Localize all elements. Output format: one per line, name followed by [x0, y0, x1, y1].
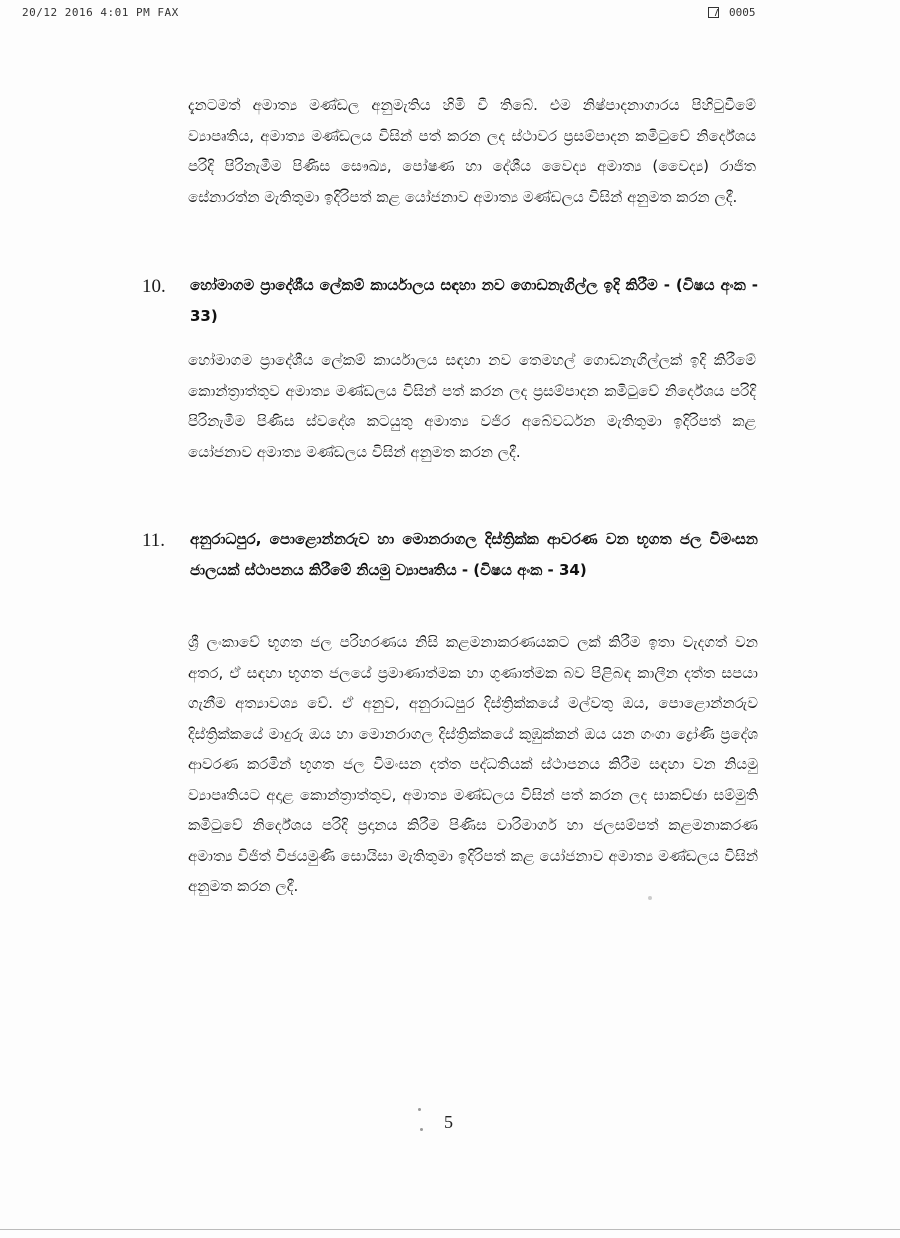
item-body: හෝමාගම ප්‍රාදේශීය ලේකම් කාර්යාලය සඳහා නව තෙමහල් ගොඩනැගිල්ලක් ඉදි කිරීමේ කොන්ත්‍රාත්තුව අමාත්‍ය මණ්ඩලය විසින් පත් කරන ලද ප්‍රසම්පාදන කමිටුවේ නිර්දේශය පරිදි පිරිනැමීම පිණිස ස්වදේශ කටයුතු අමාත්‍ය වජිර අබේවර්ධන මැතිතුමා ඉදිරිපත් කළ යෝජනාව අමාත්‍ය මණ්ඩලය විසින් අනුමත කරන ලදී. — [188, 351, 756, 461]
scan-speck — [648, 896, 652, 900]
item-heading: අනුරාධපුර, පොළොන්නරුව හා මොනරාගල දිස්ත්‍රික්ක ආවරණ වන භූගත ජල විමංසන ජාලයක් ස්ථාපනය කිරීමේ නියමු ව්‍යාපෘතිය - (විෂය අංක - 34) — [190, 530, 758, 579]
item-heading: හෝමාගම ප්‍රාදේශීය ලේකම් කාර්යාලය සඳහා නව ගොඩනැගිල්ල ඉදි කිරීම - (විෂය අංක - 33) — [190, 276, 758, 325]
item-body: ශ්‍රී ලංකාවේ භූගත ජල පරිහරණය නිසි කළමනාකරණයකට ලක් කිරීම ඉතා වැදගත් වන අතර, ඒ සඳහා භූගත ජලයේ ප්‍රමාණාත්මක හා ගුණාත්මක බව පිළිබඳ කාලීන දත්ත සපයා ගැනීම අත්‍යාවශ්‍ය වේ. ඒ අනුව, අනුරාධපුර දිස්ත්‍රික්කයේ මල්වතු ඔය, පොළොන්නරුව දිස්ත්‍රික්කයේ මාදුරු ඔය හා මොනරාගල දිස්ත්‍රික්කයේ කුඹුක්කන් ඔය යන ගංගා ද්‍රෝණි ප්‍රදේශ ආවරණ කරමින් භූගත ජල විමංසන දත්ත පද්ධතියක් ස්ථාපනය කිරීම සඳහා වන නියමු ව්‍යාපෘතියට අදාළ කොන්ත්‍රාත්තුව, අමාත්‍ය මණ්ඩලය විසින් පත් කරන ලද සාකච්ඡා සම්මුති කමිටුවේ නිර්දේශය පරිදි ප්‍රදානය කිරීම පිණිස වාරිමාර්ග හා ජලසම්පත් කළමනාකරණ අමාත්‍ය විජිත් විජයමුණි සොයිසා මැතිතුමා ඉදිරිපත් කළ යෝජනාව අමාත්‍ය මණ්ඩලය විසින් අනුමත කරන ලදී. — [188, 633, 758, 895]
fax-timestamp: 20/12 2016 4:01 PM FAX — [22, 6, 179, 19]
scan-edge-line — [0, 1229, 900, 1230]
item-number: 11. — [142, 530, 166, 551]
fax-page-code: 0005 — [729, 6, 756, 19]
page-number: 5 — [444, 1112, 453, 1132]
item-number: 10. — [142, 276, 166, 297]
fax-page-indicator — [708, 6, 756, 19]
intro-paragraph: දැනටමත් අමාත්‍ය මණ්ඩල අනුමැතිය හිමි වී තිබේ. එම නිෂ්පාදනාගාරය පිහිටුවීමේ ව්‍යාපෘතිය, අමාත්‍ය මණ්ඩලය විසින් පත් කරන ලද ස්ථාවර ප්‍රසම්පාදන කමිටුවේ නිර්දේශය පරිදි පිරිනැමීම පිණිස සෞඛ්‍ය, පෝෂණ හා දේශීය වෛද්‍ය අමාත්‍ය (වෛද්‍ය) රාජිත සේනාරත්න මැතිතුමා ඉදිරිපත් කළ යෝජනාව අමාත්‍ය මණ්ඩලය විසින් අනුමත කරන ලදී. — [188, 96, 756, 206]
scan-speck — [418, 1108, 421, 1111]
fax-page-icon — [708, 7, 719, 18]
scan-speck — [420, 1128, 423, 1131]
